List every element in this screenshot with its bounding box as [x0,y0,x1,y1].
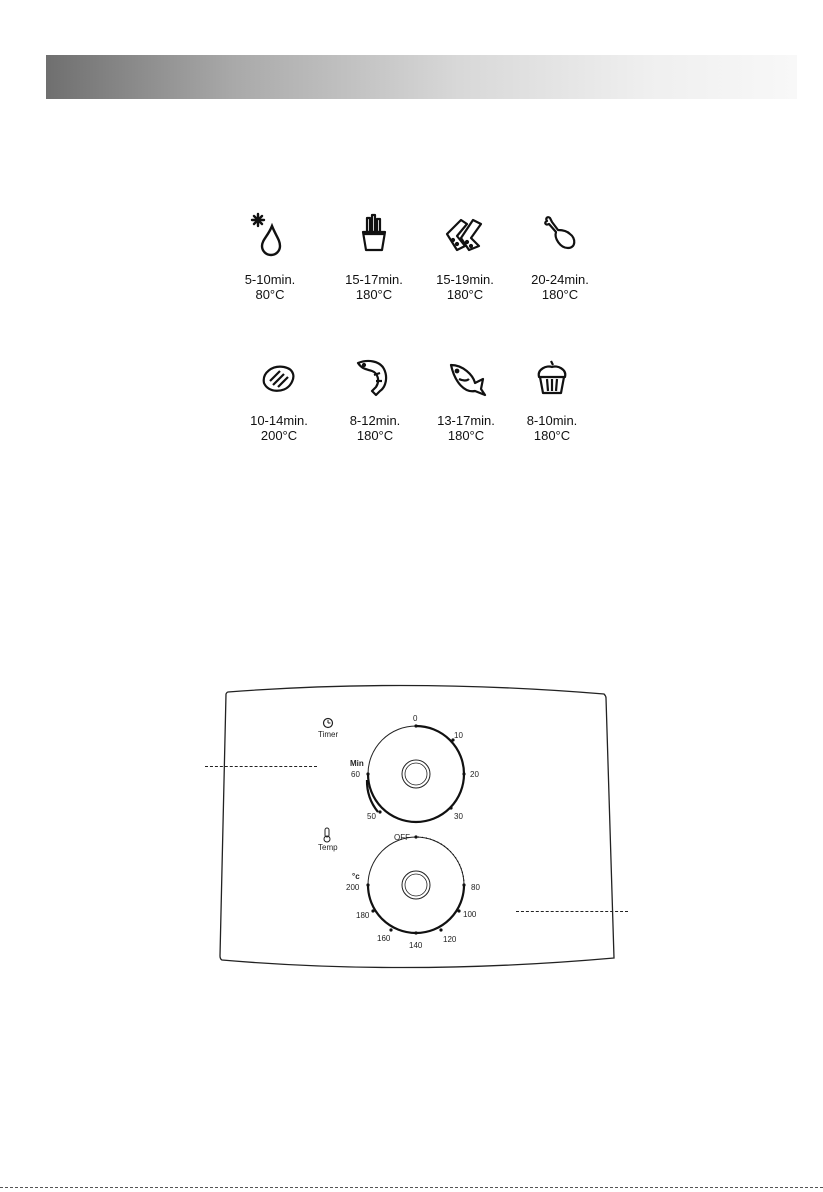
preset-temp: 180°C [356,428,394,443]
temperature-dial[interactable] [366,835,465,934]
timer-unit: Min [350,759,364,768]
frozen-food-icon [250,212,290,258]
temp-tick-140: 140 [409,941,423,950]
clock-icon [324,719,333,728]
temp-unit: °c [352,872,360,881]
temp-tick-100: 100 [463,910,477,919]
timer-tick-50: 50 [367,812,376,821]
temp-callout-line [516,911,628,912]
chicken-wings-icon [443,212,487,258]
preset-time: 20-24min. [531,272,589,287]
preset-temp: 180°C [541,287,579,302]
preset-time: 13-17min. [437,413,495,428]
temp-tick-180: 180 [356,911,370,920]
timer-label: Timer [318,730,339,739]
panel-outline [220,685,614,967]
preset-frozen-food [215,212,325,302]
temp-tick-off: OFF [394,833,410,842]
preset-cake [497,357,607,443]
french-fries-icon [354,212,394,258]
steak-icon [258,357,300,399]
timer-dial[interactable] [366,724,465,822]
preset-time: 10-14min. [250,413,308,428]
temp-tick-160: 160 [377,934,391,943]
preset-temp: 180°C [355,287,393,302]
preset-temp: 80°C [255,287,285,302]
preset-temp: 200°C [260,428,298,443]
section-header-bar [46,55,797,99]
fish-icon [445,357,487,399]
preset-temp: 180°C [446,287,484,302]
preset-steak [224,357,334,443]
control-panel-diagram [200,680,620,975]
temp-tick-80: 80 [471,883,480,892]
drumstick-icon [540,212,580,258]
timer-tick-10: 10 [454,731,463,740]
cake-icon [531,357,573,399]
preset-temp: 180°C [447,428,485,443]
preset-time: 8-12min. [349,413,401,428]
preset-time: 8-10min. [526,413,578,428]
timer-tick-20: 20 [470,770,479,779]
temp-tick-120: 120 [443,935,457,944]
preset-time: 5-10min. [244,272,296,287]
timer-tick-0: 0 [413,714,418,723]
thermometer-icon [324,828,330,842]
preset-time: 15-17min. [345,272,403,287]
preset-drumstick [505,212,615,302]
shrimp-icon [354,357,396,399]
timer-callout-line [205,766,317,767]
timer-tick-30: 30 [454,812,463,821]
temp-label: Temp [318,843,338,852]
timer-tick-60: 60 [351,770,360,779]
page-bottom-edge [0,1187,823,1188]
temp-tick-200: 200 [346,883,360,892]
preset-temp: 180°C [533,428,571,443]
preset-chicken-wings [410,212,520,302]
preset-time: 15-19min. [436,272,494,287]
